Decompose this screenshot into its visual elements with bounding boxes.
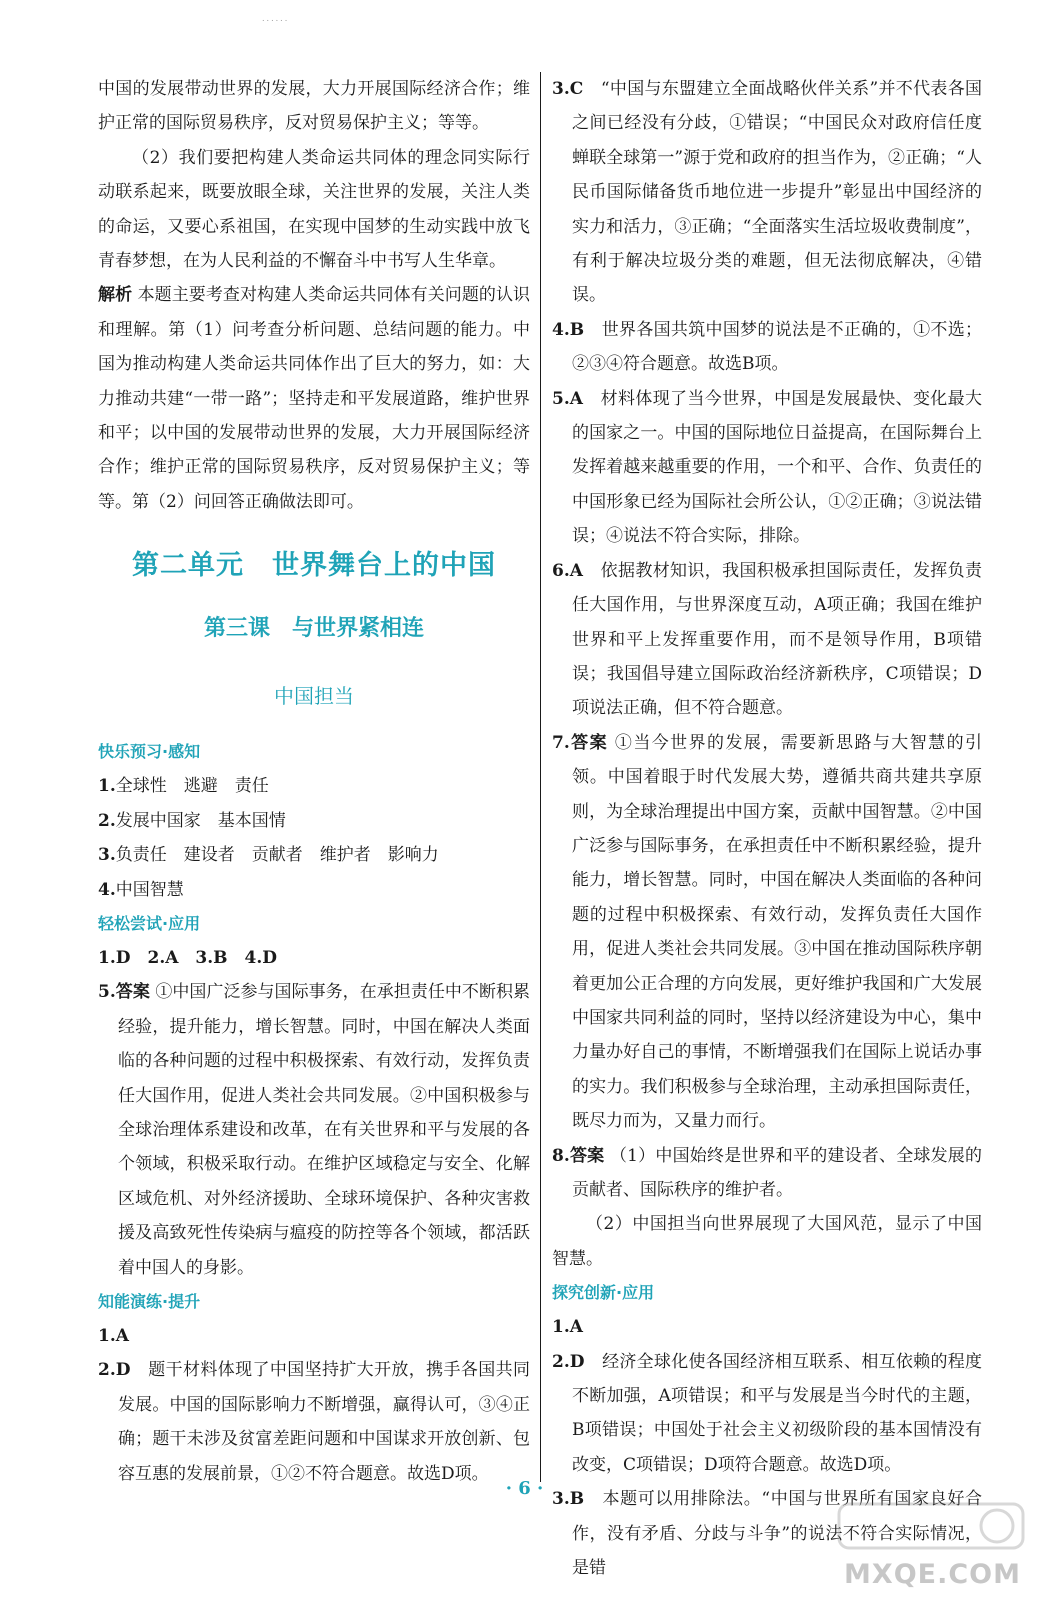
answer-item: 3.C “中国与东盟建立全面战略伙伴关系”并不代表各国之间已经没有分歧，①错误；“中国民众对政府信任度蝉联全球第一”源于党和政府的担当作为，②正确；“人民币国际储备货币地位进一步提升”彰显出中国经济的实力和活力，③正确；“全面落实生活垃圾收费制度”，有利于解决垃圾分类的难题，但无法彻底解决，④错误。 <box>552 79 983 306</box>
answer-item: 7.答案 ①当今世界的发展，需要新思路与大智慧的引领。中国着眼于时代发展大势，遵循共商共建共享原则，为全球治理提出中国方案，贡献中国智慧。②中国广泛参与国际事务，在承担责任中不断积累经验，提升能力，增长智慧。同时，中国在解决人类面临的各种问题的过程中积极探索、有效行动，发挥负责任大国作用，促进人类社会共同发展。③中国在推动国际秩序朝着更加公正合理的方向发展，更好维护我国和广大发展中国家共同利益的同时，坚持以经济建设为中心，集中力量办好自己的事情，不断增强我们在国际上说话办事的实力。我们积极参与全球治理，主动承担国际责任，既尽力而为，又量力而行。 <box>552 732 983 1132</box>
answer-item: 2.D 经济全球化使各国经济相互联系、相互依赖的程度不断加强，A项错误；和平与发展是当今时代的主题，B项错误；中国处于社会主义初级阶段的基本国情没有改变，C项错误；D项符合题意。故选D项。 <box>552 1351 983 1475</box>
section-heading: 轻松尝试·应用 <box>98 913 201 933</box>
analysis-text: 本题主要考查对构建人类命运共同体有关问题的认识和理解。第（1）问考查分析问题、总结问题的能力。中国为推动构建人类命运共同体作出了巨大的努力，如：大力推动共建“一带一路”；坚持走和平发展道路，维护世界和平；以中国的发展带动世界的发展，大力开展国际经济合作；维护正常的国际贸易秩序，反对贸易保护主义；等等。第（2）问回答正确做法即可。 <box>98 285 531 512</box>
answer-item: 5.A 材料体现了当今世界，中国是发展最快、变化最大的国家之一。中国的国际地位日益提高，在国际舞台上发挥着越来越重要的作用，一个和平、合作、负责任的中国形象已经为国际社会所公认，①②正确；③说法错误；④说法不符合实际，排除。 <box>552 388 983 547</box>
answer-item: 3.B 本题可以用排除法。“中国与世界所有国家良好合作，没有矛盾、分歧与斗争”的说法不符合实际情况，是错 <box>552 1489 982 1579</box>
watermark-site: MXQE.COM <box>844 1559 1021 1590</box>
answer-item: 5.答案 ①中国广泛参与国际事务，在承担责任中不断积累经验，提升能力，增长智慧。同时，中国在解决人类面临的各种问题的过程中积极探索、有效行动，发挥负责任大国作用，促进人类社会共同发展。②中国积极参与全球治理体系建设和改革，在有关世界和平与发展的各个领域，积极采取行动。在维护区域稳定与安全、化解区域危机、对外经济援助、全球环境保护、各种灾害救援及高致死性传染病与瘟疫的防控等各个领域，都活跃着中国人的身影。 <box>98 982 531 1278</box>
column-divider <box>540 72 541 1482</box>
page-number: · 6 · <box>505 1478 544 1499</box>
unit-title: 第二单元 世界舞台上的中国 <box>132 550 496 582</box>
answer-item: 1.A <box>552 1317 583 1338</box>
answer-paragraph: 中国的发展带动世界的发展，大力开展国际经济合作；维护正常的国际贸易秩序，反对贸易保护主义；等等。 <box>98 79 530 134</box>
list-item: 3.负责任 建设者 贡献者 维护者 影响力 <box>98 845 439 866</box>
answer-item: 8.答案 （1）中国始终是世界和平的建设者、全球发展的贡献者、国际秩序的维护者。 <box>552 1145 982 1200</box>
left-column <box>98 72 530 1491</box>
right-column <box>552 72 982 1585</box>
lesson-title: 第三课 与世界紧相连 <box>203 615 424 642</box>
answer-item: 1.A <box>98 1325 129 1346</box>
answer-item: 6.A 依据教材知识，我国积极承担国际责任，发挥负责任大国作用，与世界深度互动，A项正确；我国在维护世界和平上发挥重要作用，而不是领导作用，B项错误；我国倡导建立国际政治经济新秩序，C项错误；D项说法正确，但不符合题意。 <box>552 560 983 719</box>
answer-paragraph: （2）中国担当向世界展现了大国风范，显示了中国智慧。 <box>552 1214 982 1269</box>
analysis-label: 解析 <box>98 285 133 306</box>
section-heading: 探究创新·应用 <box>552 1283 655 1303</box>
topic-title: 中国担当 <box>274 684 354 709</box>
list-item: 2.发展中国家 基本国情 <box>98 810 286 831</box>
list-item: 4.中国智慧 <box>98 879 184 900</box>
answer-item: 4.B 世界各国共筑中国梦的说法是不正确的，①不选；②③④符合题意。故选B项。 <box>552 319 983 375</box>
header-mark: ...... <box>262 14 290 23</box>
answer-key-line: 1.D 2.A 3.B 4.D <box>98 947 278 968</box>
answer-paragraph: （2）我们要把构建人类命运共同体的理念同实际行动联系起来，既要放眼全球，关注世界的发展，关注人类的命运，又要心系祖国，在实现中国梦的生动实践中放飞青春梦想，在为人民利益的不懈奋斗中书写人生华章。 <box>98 147 530 272</box>
answer-item: 2.D 题干材料体现了中国坚持扩大开放，携手各国共同发展。中国的国际影响力不断增强，赢得认可，③④正确；题干未涉及贫富差距问题和中国谋求开放创新、包容互惠的发展前景，①②不符合题意。故选D项。 <box>98 1360 531 1484</box>
section-heading: 快乐预习·感知 <box>98 742 201 762</box>
analysis-paragraph <box>98 278 530 519</box>
section-heading: 知能演练·提升 <box>98 1291 201 1311</box>
list-item: 1.全球性 逃避 责任 <box>98 776 269 797</box>
